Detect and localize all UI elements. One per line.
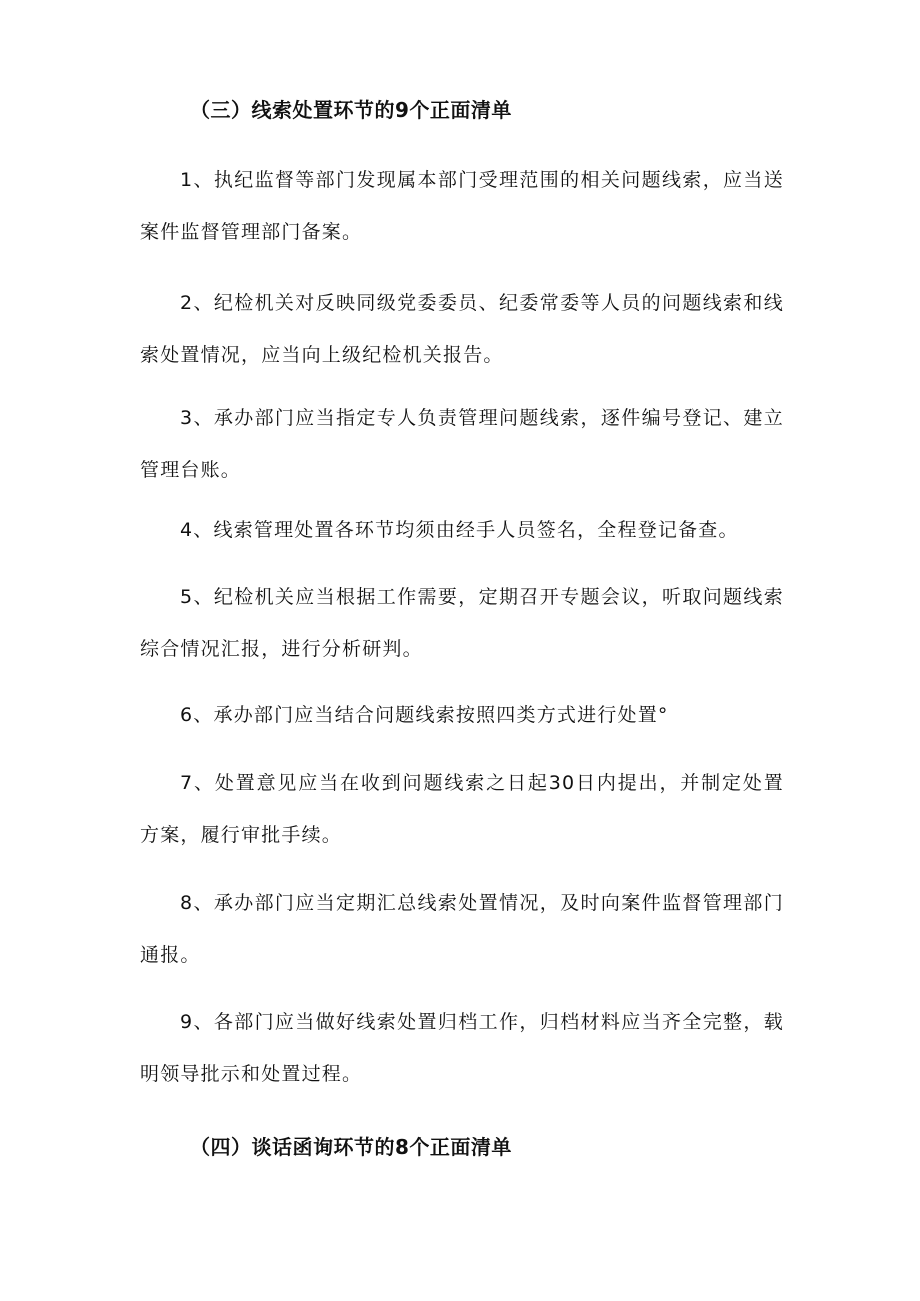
- list-item-4: 4、线索管理处置各环节均须由经手人员签名，全程登记备查。: [180, 519, 739, 541]
- list-item-8: 8、承办部门应当定期汇总线索处置情况，及时向案件监督管理部门通报。: [140, 892, 784, 966]
- list-item-5: 5、纪检机关应当根据工作需要，定期召开专题会议，听取问题线索综合情况汇报，进行分析研判。: [140, 586, 784, 660]
- list-item-3: 3、承办部门应当指定专人负责管理问题线索，逐件编号登记、建立管理台账。: [140, 407, 784, 481]
- list-item-7: 7、处置意见应当在收到问题线索之日起30日内提出，并制定处置方案，履行审批手续。: [140, 772, 784, 846]
- list-item-6: 6、承办部门应当结合问题线索按照四类方式进行处置°: [180, 704, 669, 726]
- section-4-heading: （四）谈话函询环节的8个正面清单: [190, 1135, 512, 1159]
- list-item-2: 2、纪检机关对反映同级党委委员、纪委常委等人员的问题线索和线索处置情况，应当向上级纪检机关报告。: [140, 292, 784, 366]
- section-3-heading: （三）线索处置环节的9个正面清单: [190, 98, 512, 122]
- list-item-1: 1、执纪监督等部门发现属本部门受理范围的相关问题线索，应当送案件监督管理部门备案。: [140, 169, 784, 243]
- list-item-9: 9、各部门应当做好线索处置归档工作，归档材料应当齐全完整，载明领导批示和处置过程。: [140, 1011, 784, 1085]
